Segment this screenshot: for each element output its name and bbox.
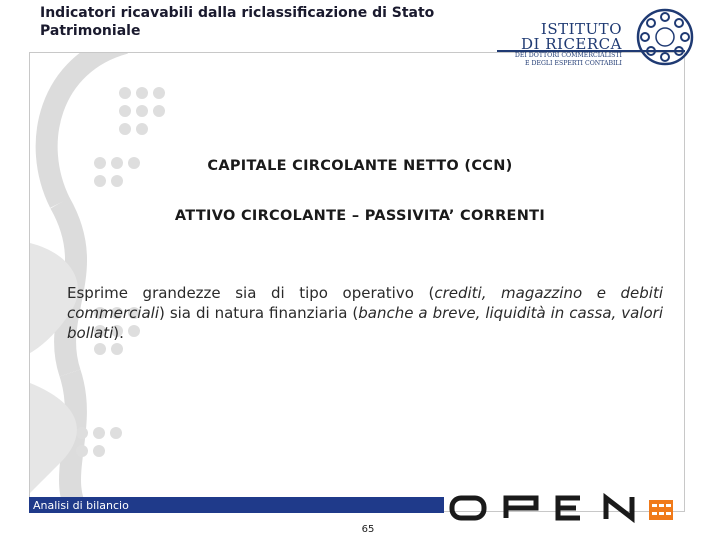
institute-circle-logo <box>636 8 694 66</box>
footer-label: Analisi di bilancio <box>33 499 129 512</box>
description-paragraph <box>67 283 663 343</box>
para-italic-1: crediti, magazzino e debiti commerciali <box>67 284 663 322</box>
logo-line-2: DI RICERCA <box>521 35 622 53</box>
institute-logo-text <box>500 22 622 68</box>
heading-formula: ATTIVO CIRCOLANTE – PASSIVITA’ CORRENTI <box>174 208 546 224</box>
open-brand-logo <box>448 488 680 524</box>
para-italic-2: banche a breve, liquidità in cassa, valori bollati <box>67 304 663 342</box>
para-text-1: Esprime grandezze sia di tipo operativo ( <box>67 284 435 302</box>
logo-line-3: DEI DOTTORI COMMERCIALISTI <box>514 52 622 59</box>
para-text-2: ) sia di natura finanziaria ( <box>159 304 359 322</box>
slide-title: Indicatori ricavabili dalla riclassificazione di Stato Patrimoniale <box>40 5 435 39</box>
logo-line-1: ISTITUTO <box>540 20 622 38</box>
heading-ccn: CAPITALE CIRCOLANTE NETTO (CCN) <box>207 158 513 174</box>
page-number: 65 <box>361 524 375 535</box>
logo-line-4: E DEGLI ESPERTI CONTABILI <box>525 60 622 67</box>
slide-frame <box>29 52 685 512</box>
para-text-3: ). <box>113 324 124 342</box>
